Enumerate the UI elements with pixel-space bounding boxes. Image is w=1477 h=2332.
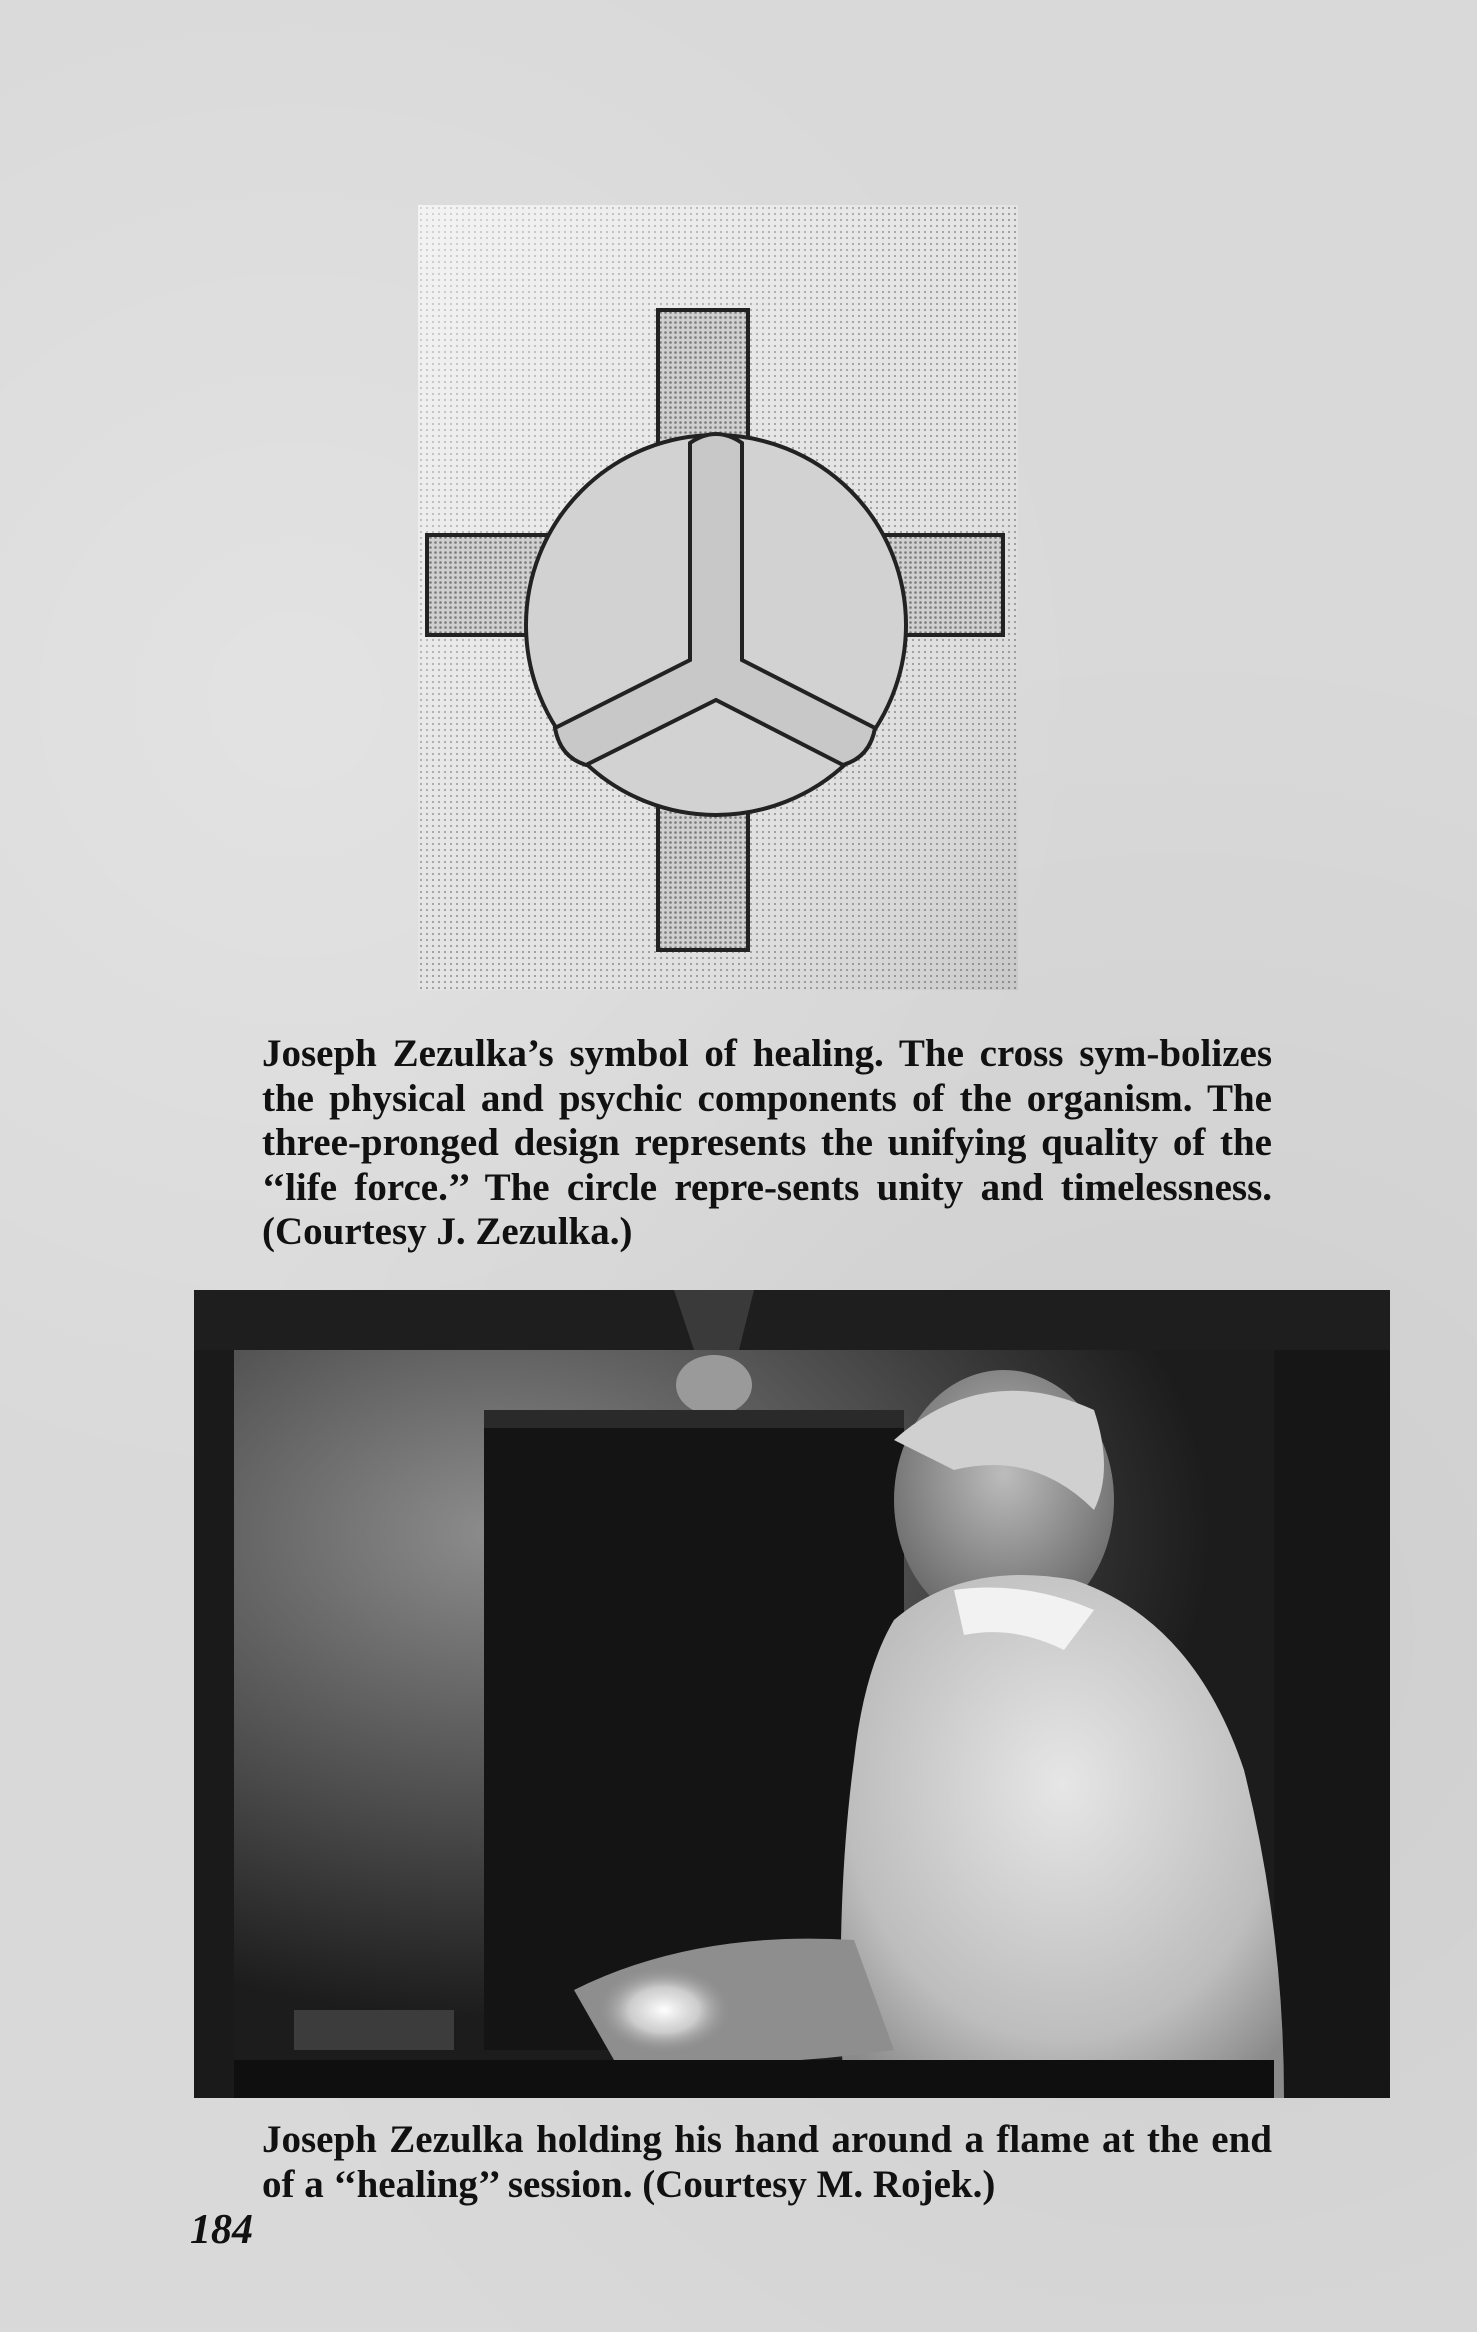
zezulka-photograph — [194, 1290, 1390, 2098]
photo-caption: Joseph Zezulka holding his hand around a flame at the end of a ‘‘healing’’ session. (Courtesy M. Rojek.) — [262, 2118, 1272, 2206]
lamp-shade — [676, 1355, 752, 1415]
flame-glow — [594, 1965, 734, 2055]
healing-symbol-figure — [418, 205, 1018, 990]
table-edge — [234, 2060, 1274, 2098]
symbol-caption: Joseph Zezulka’s symbol of healing. The cross sym-bolizes the physical and psychic components of the organism. The three-pronged design represents the unifying quality of the ‘‘life force.’’ The circle repre-sents unity and timelessness. (Courtesy J. Zezulka.) — [262, 1032, 1272, 1253]
page-number: 184 — [190, 2207, 253, 2253]
